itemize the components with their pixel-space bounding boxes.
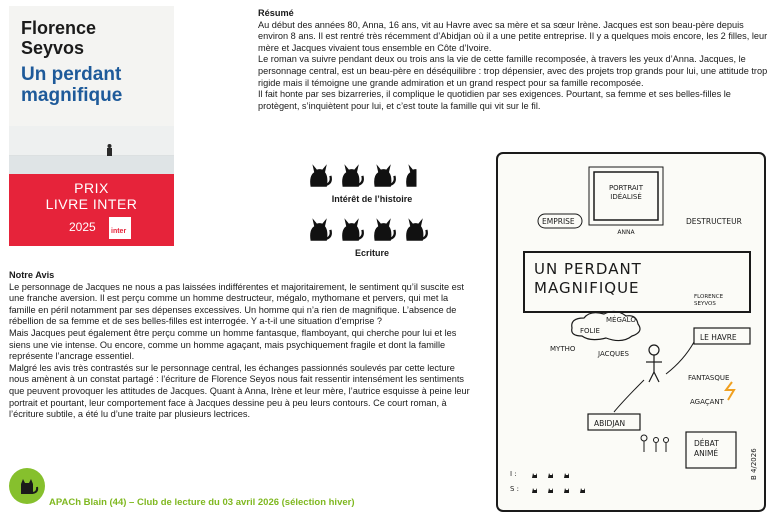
cover-author: Florence Seyvos [21,18,97,58]
sketch-title: UN PERDANT MAGNIFIQUE [534,260,642,297]
cat-logo-icon [9,468,45,504]
legend-i: I : [510,470,517,478]
mytho-label: MYTHO [550,345,576,353]
emprise-label: EMPRISE [542,217,575,226]
destructeur-label: DESTRUCTEUR [686,217,742,226]
abidjan-label: ABIDJAN [594,419,626,428]
cat-rating-icon [371,214,398,244]
france-inter-logo [109,217,131,239]
cat-rating-row [307,158,437,190]
portrait-caption: ANNA [617,229,635,236]
cover-title: Un perdant magnifique [21,64,123,106]
fantasque-label: FANTASQUE [688,374,730,382]
le-havre-label: LE HAVRE [700,333,737,342]
cat-rating-icon [403,214,430,244]
resume-paragraph: Au début des années 80, Anna, 16 ans, vit au Havre avec sa mère et sa sœur Irène. Jacques est son beau-père depuis environ 8 ans. Il est rentré très récemment d’Abidjan où il a une petite entreprise. Il y a quelques mois encore, les 2 filles, leur mère et Jacques vivaient tous ensemble en Côte d’Ivoire. [258,19,768,53]
avis-paragraph: Le personnage de Jacques ne nous a pas laissées indifférentes et majoritairement, le sentiment qu’il suscite est une franche aversion. Il est perçu comme un homme destructeur, mégalo, mythomane et pervers, qui met la famille en péril notamment par ses dépenses excessives. Un homme qui n’a rien de magnifique. L’absence de rébellion de sa femme et de ses belles-filles est interrogée. Y a-t-il une situation d’emprise ? [9,281,464,327]
avis-heading: Notre Avis [9,270,55,280]
rating-label: Ecriture [354,248,389,258]
cover-sea-illustration [9,126,174,174]
jacques-label: JACQUES [598,350,629,358]
cat-rating-row [307,212,437,244]
resume-paragraph: Il fait honte par ses bizarreries, il complique le quotidien par ses exigences. Pourtant, sa femme et ses belles-filles le protègent, s’inquiètent pour lui, et c’est toute la famille qui vit sur le fil. [258,89,731,111]
apach-logo [9,468,45,504]
folie-label: FOLIE [580,327,600,335]
resume-heading: Résumé [258,8,294,18]
avis-section [9,270,472,421]
footer-caption: APACh Blain (44) – Club de lecture du 03 avril 2026 (sélection hiver) [49,497,355,508]
portrait-label: PORTRAIT IDÉALISÉ [608,184,644,201]
cat-rating-icon [339,160,366,190]
logo-text: inter [111,228,127,235]
prize-label: PRIX LIVRE INTER [45,180,138,212]
avis-paragraph: Malgré les avis très contrastés sur le personnage central, les échanges passionnés soulevés par cette lecture nous amènent à un constat partagé : l’écriture de Florence Seyos nous fait ressentir intensément les sentiments que peuvent provoquer les attitudes de Jacques. Quant à Anna, Irène et leur mère, l’autrice esquisse à peine leur portrait et pourtant, leur comportement face à Jacques dessine peu à peu leurs contours. Ce court roman, à l’écriture subtile, a été lu d’une traite par plusieurs lectrices. [9,362,470,420]
prize-year: 2025 [69,220,96,234]
sketch-author: FLORENCE SEYVOS [694,294,724,307]
book-cover [9,6,174,246]
rating-ecriture [307,212,437,258]
agacant-label: AGAÇANT [690,398,724,406]
rating-label: Intérêt de l’histoire [331,194,413,204]
megalo-label: MÉGALO [606,316,636,324]
debat-label: DÉBAT ANIMÉ [694,439,719,458]
cat-rating-icon [371,160,398,190]
sketchnote [494,150,768,514]
cat-rating-icon [307,214,334,244]
rating-interet [307,158,437,204]
cat-rating-icon [307,160,334,190]
resume-paragraph: Le roman va suivre pendant deux ou trois ans la vie de cette famille recomposée, à travers les yeux d’Anna. Jacques, le personnage central, est un beau-père en déséquilibre : trop dépensier, avec des projets trop grands pour lui, une attitude trop rigide mais il témoigne une grande admiration et un grand respect pour sa famille recomposée. [258,54,768,88]
avis-paragraph: Mais Jacques peut également être perçu comme un homme fantasque, flamboyant, qui cherche pour lui et les siens une vie intense. Ou encore, comme un homme agaçant, mais psychiquement fragile et dont la famille représente l’ancrage essentiel. [9,327,457,362]
resume-section [258,8,768,112]
cat-rating-icon [403,160,430,190]
legend-s: S : [510,485,520,493]
cat-rating-icon [339,214,366,244]
sketch-signature: B 4/2026 [750,448,758,480]
